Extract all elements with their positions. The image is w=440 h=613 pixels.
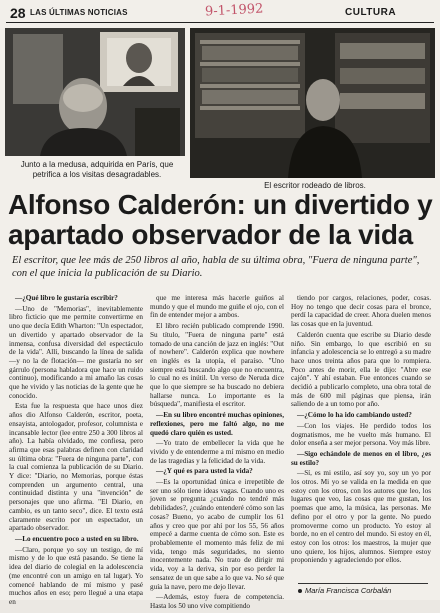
article-column-3 [291,294,431,567]
page-header [0,0,440,26]
newspaper-name: LAS ÚLTIMAS NOTICIAS [30,8,128,17]
paragraph: —Yo trato de embellecer la vida que he vivido y de entenderme a mí mismo en medio de las tragedias y la felicidad de la vida. [150,439,284,465]
paragraph: —Además, estoy fuera de competencia. Hasta los 50 uno vive compitiendo [150,593,284,610]
photo-writer-with-books [190,28,435,178]
author-name: María Francisca Corbalán [305,586,392,595]
section-title: CULTURA [345,7,397,18]
paragraph: Calderón cuenta que escribe su Diario desde niño. Sin embargo, lo que escribió en su infancia y adolescencia se lo entregó a su madre hace unos treinta años para que lo rompiera. Poco antes de morir, ella le dijo: "Abre ese cajón". Y ahí estaban. Fue entonces cuando se decidió a publicarlo completo, una obra total de más de 600 mil páginas que piensa, irán saliendo de a un tomo por año. [291,330,431,409]
paragraph: que me interesa más hacerle guiños al mundo y que el mundo me guiñe el ojo, con el fin de entender mejor a ambos. [150,294,284,320]
paragraph: tiendo por cargos, relaciones, poder, cosas. Hoy no tengo que decir cosas para el bronce, perdí la capacidad de creer. Ahora duelen menos las cosas que en la juventud. [291,294,431,329]
interview-question: —Lo encuentro poco a usted en su libro. [15,534,139,543]
article-column-1 [9,294,143,609]
bullet-icon [298,589,302,593]
paragraph: —Es la oportunidad única e irrepetible de ser uno sólo tiene ideas vagas. Cuando uno es joven se pregunta ¿cuándo no tendré más debilidades?, ¿cuándo entenderé cómo son las cosas? Bueno, yo acabo de cumplir los 61 años y creo que por ahí por los 55, 56 años empecé a darme cuenta de cómo son. Este es probablemente el momento más feliz de mi vida, tengo más seguridades, no siento inocentemente nada. No trato de dirigir mi vida, voy a la deriva, sin por eso perder la sensatez de un que sabe a lo que va. No sé que guía la nave, pero me dejo llevar. [150,478,284,591]
page-number: 28 [10,5,26,21]
paragraph: —Claro, porque yo soy un testigo, de mí mismo y de lo que está pasando. Se tiene la idea del diario de colegial en la adolescencia (me encontré con un amigo en tal lugar). Yo comencé hablando de mí mismo y pasé muchos años en eso; pero llegué a una etapa en [9,545,143,606]
article-deck: El escritor, que lee más de 250 libros al año, habla de su última obra, "Fuera de ninguna parte", con el que inicia la publicación de su Diario. [12,255,420,279]
interview-question: —¿Cómo lo ha ido cambiando usted? [297,411,412,420]
interview-question: —Sigo echándole de menos en el libro, ¿es su estilo? [291,449,431,467]
interview-question: —¿Y qué es para usted la vida? [156,467,253,476]
handwritten-date-stamp: 9-1-1992 [204,1,264,20]
left-photo-caption: Junto a la medusa, adquirida en París, que petrifica a los visitas desagradables. [20,160,174,179]
paragraph: El libro recién publicado comprende 1990. Su título, "Fuera de ninguna parte" está tomado de una canción de jazz en inglés: "Out of nowhere". Calderón explica que nowhere en inglés es la utopía, el paraíso. "Uno siempre está buscando algo que no encuentra, lo cual no es inútil. Un verso de Neruda dice que lo que siempre se ha buscado no debiera hallarse nunca. Lo importante es la búsqueda", manifiesta el escritor. [150,322,284,409]
article-headline: Alfonso Calderón: un divertido y apartado observador de la vida [8,189,433,250]
photo-writer-with-medusa [5,28,185,156]
byline [298,583,428,595]
paragraph: Esta fue la respuesta que hace unos diez años dio Alfonso Calderón, escritor, poeta, ensayista, antologador, profesor, columnista e incansable lector (lee entre 250 a 300 libros al año). La había olvidado, me confiesa, pero afirma que esas palabras definen con claridad su última obra: "Fuera de ninguna parte", con la cual comienza la publicación de su Diario. Y dice: "Diario, no Memorias, porque éstas comprenden un argumento central, una continuidad distinta y una "invención" de personajes que uno afirma. "El Diario, en cambio, es un tanto seco", dice. El texto está claramente escrito por un espectador, un apartado observador. [9,402,143,533]
interview-question: —¿Qué libro le gustaría escribir? [15,294,118,302]
interview-question: —En su libro encontré muchas opiniones, reflexiones, pero me faltó algo, no me quedó claro quién es usted. [150,411,284,437]
article-column-2 [150,294,284,613]
right-photo-caption: El escritor rodeado de libros. [264,181,366,190]
paragraph: —Sí, es mi estilo, así soy yo, soy un yo por los otros. Mi yo se valida en la medida en que estoy con los otros, con los autores que leo, los lugares que veo, las cosas que me gustan, los poemas que amo, la música, las personas. Me defino por el otro y por la gente. No puedo promoverme como un producto. Yo estoy al borde, no en el centro del mundo. Si estoy en él, estoy con los otros: los maestros, la mujer que uno quiere, los hijos, alumnos. Siempre estoy proponiendo y agradeciendo por ellos. [291,469,431,565]
paragraph: —Uno de "Memorias", inevitablemente libro ficticio que me permite convertirme en uno que decía Edith Wharton: "Un espectador, un divertido y apartado observador de la inmensa, confusa diversidad del espectáculo de la vida". Allí, buscando la línea de salida —y no la de flotación— me gustaría no ser gárrulo (persona habladora que hace un ruido continuo), modificando a mi amaño las cosas que he vivido y las noticias de la gente que he conocido. [9,304,143,400]
header-rule [6,22,434,23]
paragraph: —Con los viajes. He perdido todos los dogmatismos, me he vuelto más humano. El dolor enseña a ser mejor persona. Voy más libre. [291,421,431,448]
